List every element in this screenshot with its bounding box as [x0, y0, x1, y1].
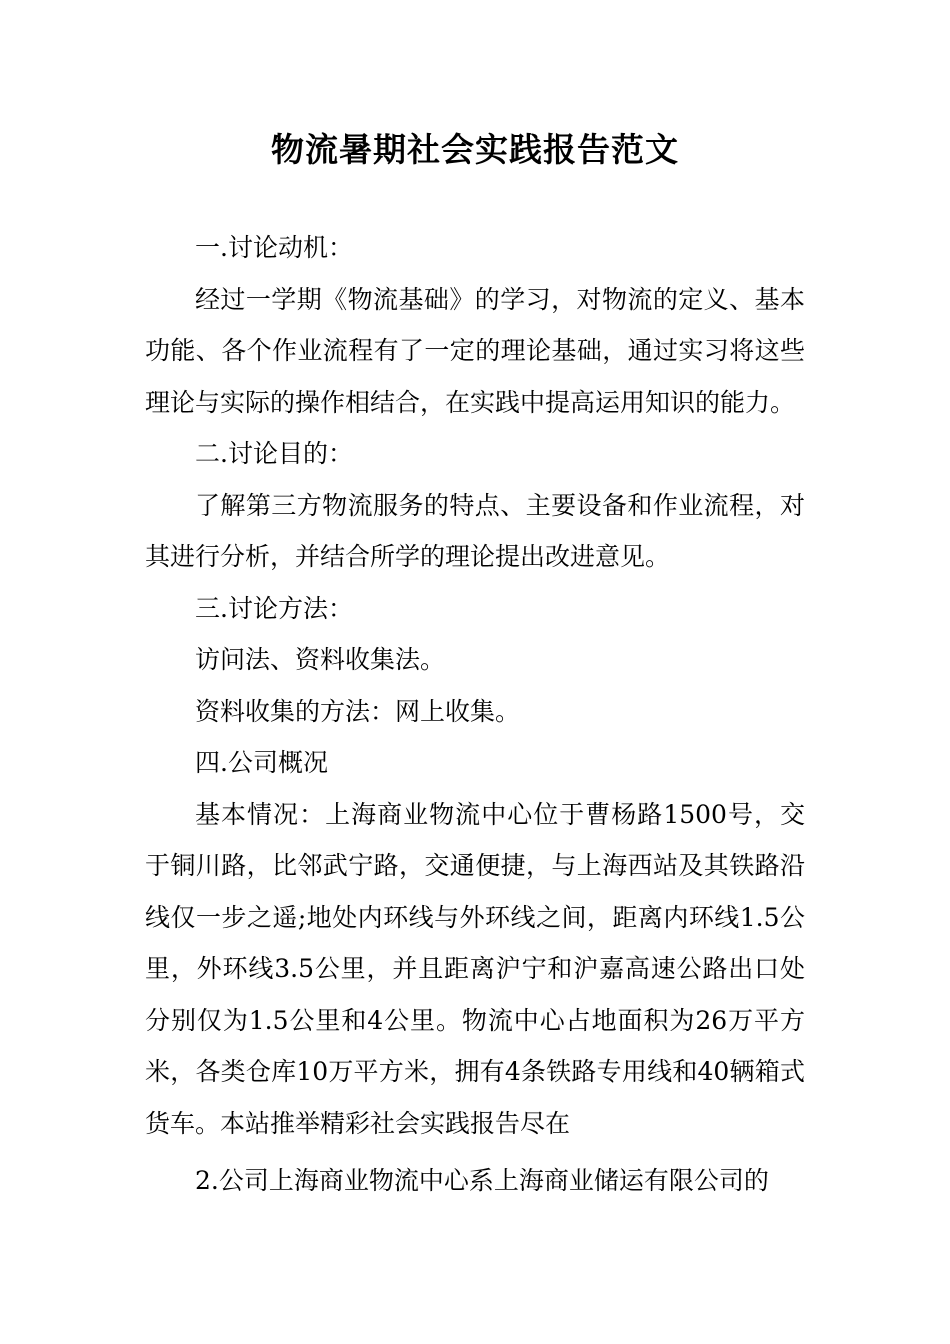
paragraph-company: 2.公司上海商业物流中心系上海商业储运有限公司的: [195, 1166, 769, 1195]
paragraph-method: 访问法、资料收集法。: [195, 645, 446, 674]
heading-purpose: 二.讨论目的：: [195, 439, 353, 468]
paragraph-company-basics: 基本情况：上海商业物流中心位于曹杨路1500号，交于铜川路，比邻武宁路，交通便捷，与上海西站及其铁路沿线仅一步之遥;地处内环线与外环线之间，距离内环线1.5公里，外环线3.5公里，并且距离沪宁和沪嘉高速公路出口处分别仅为1.5公里和4公里。物流中心占地面积为26万平方米，各类仓库10万平方米，拥有4条铁路专用线和40辆箱式货车。本站推举精彩社会实践报告尽在: [145, 799, 805, 1138]
heading-method: 三.讨论方法：: [195, 593, 353, 623]
heading-company-overview: 四.公司概况: [195, 748, 328, 777]
document-body: [145, 222, 805, 1207]
heading-motivation: 一.讨论动机：: [195, 233, 353, 262]
paragraph-collection-method: 资料收集的方法：网上收集。: [195, 696, 521, 726]
paragraph-purpose: 了解第三方物流服务的特点、主要设备和作业流程，对其进行分析，并结合所学的理论提出改进意见。: [145, 490, 805, 571]
paragraph-motivation: 经过一学期《物流基础》的学习，对物流的定义、基本功能、各个作业流程有了一定的理论基础，通过实习将这些理论与实际的操作相结合，在实践中提高运用知识的能力。: [145, 284, 805, 417]
document-title: 物流暑期社会实践报告范文: [271, 130, 679, 169]
